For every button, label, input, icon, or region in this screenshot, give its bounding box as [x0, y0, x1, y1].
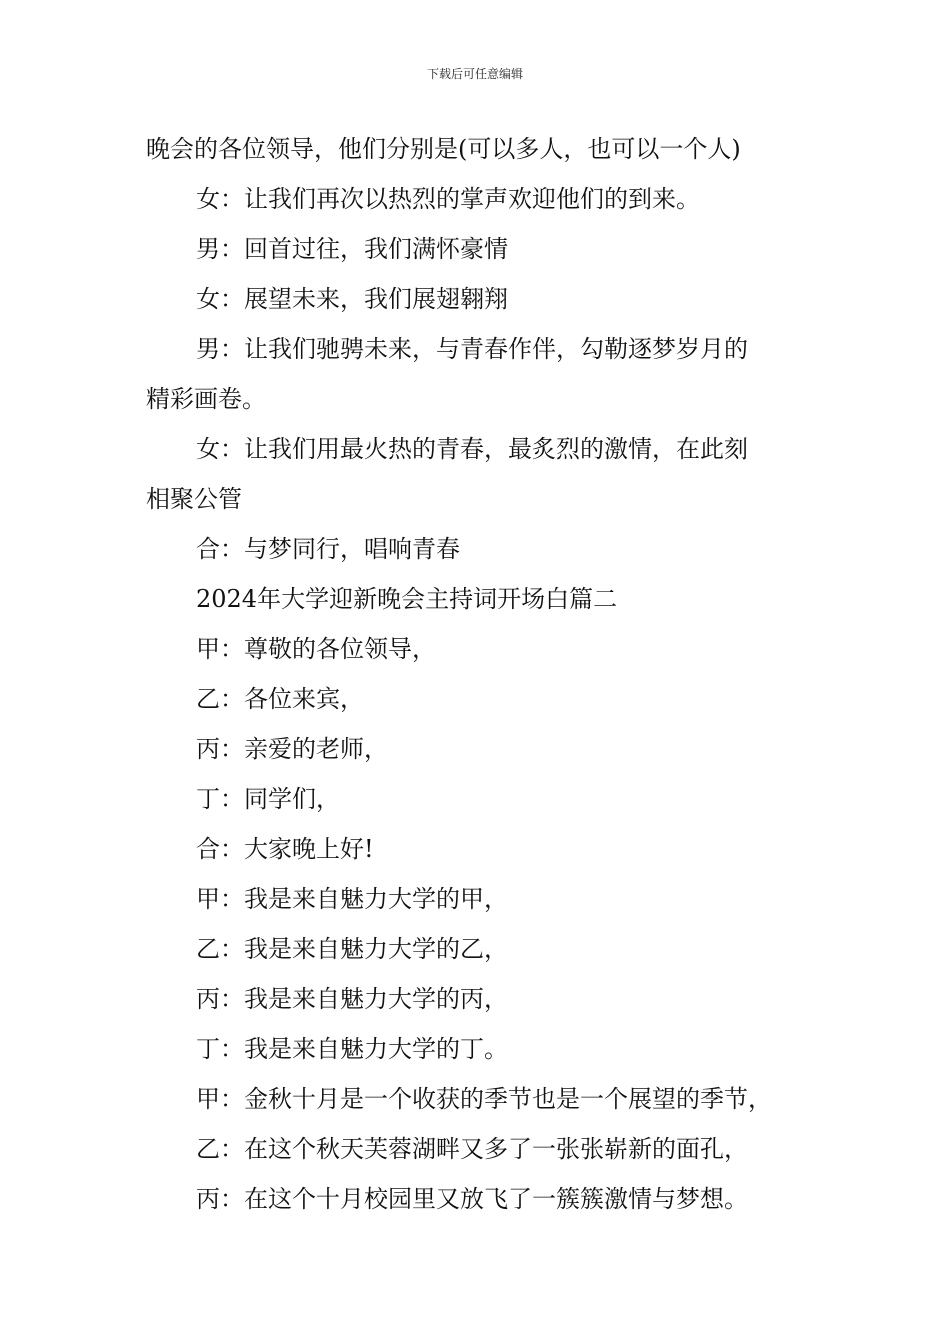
text-line: 合：大家晚上好!: [196, 835, 374, 863]
text-line: 男：回首过往，我们满怀豪情: [196, 235, 508, 263]
text-line: 女：让我们再次以热烈的掌声欢迎他们的到来。: [196, 185, 700, 213]
text-line: 丁：我是来自魅力大学的丁。: [196, 1035, 508, 1063]
text-line: 丙：亲爱的老师，: [196, 735, 388, 763]
text-line: 晚会的各位领导，他们分别是(可以多人，也可以一个人): [146, 135, 741, 163]
text-line: 甲：尊敬的各位领导，: [196, 635, 436, 663]
text-line: 丙：我是来自魅力大学的丙，: [196, 985, 508, 1013]
text-line: 乙：各位来宾，: [196, 685, 364, 713]
text-line: 甲：金秋十月是一个收获的季节也是一个展望的季节，: [196, 1085, 772, 1113]
text-line: 2024年大学迎新晚会主持词开场白篇二: [196, 585, 618, 613]
text-line: 相聚公管: [146, 485, 242, 513]
text-line: 女：展望未来，我们展翅翱翔: [196, 285, 508, 313]
text-line: 甲：我是来自魅力大学的甲，: [196, 885, 508, 913]
text-line: 丁：同学们，: [196, 785, 340, 813]
text-line: 乙：在这个秋天芙蓉湖畔又多了一张张崭新的面孔，: [196, 1135, 748, 1163]
text-line: 女：让我们用最火热的青春，最炙烈的激情，在此刻: [196, 435, 748, 463]
text-line: 丙：在这个十月校园里又放飞了一簇簇激情与梦想。: [196, 1185, 748, 1213]
text-line: 合：与梦同行，唱响青春: [196, 535, 460, 563]
page-header: 下载后可任意编辑: [426, 67, 523, 81]
text-line: 男：让我们驰骋未来，与青春作伴，勾勒逐梦岁月的: [196, 335, 748, 363]
text-line: 乙：我是来自魅力大学的乙，: [196, 935, 508, 963]
text-line: 精彩画卷。: [146, 385, 266, 413]
document-body: [146, 124, 816, 1224]
